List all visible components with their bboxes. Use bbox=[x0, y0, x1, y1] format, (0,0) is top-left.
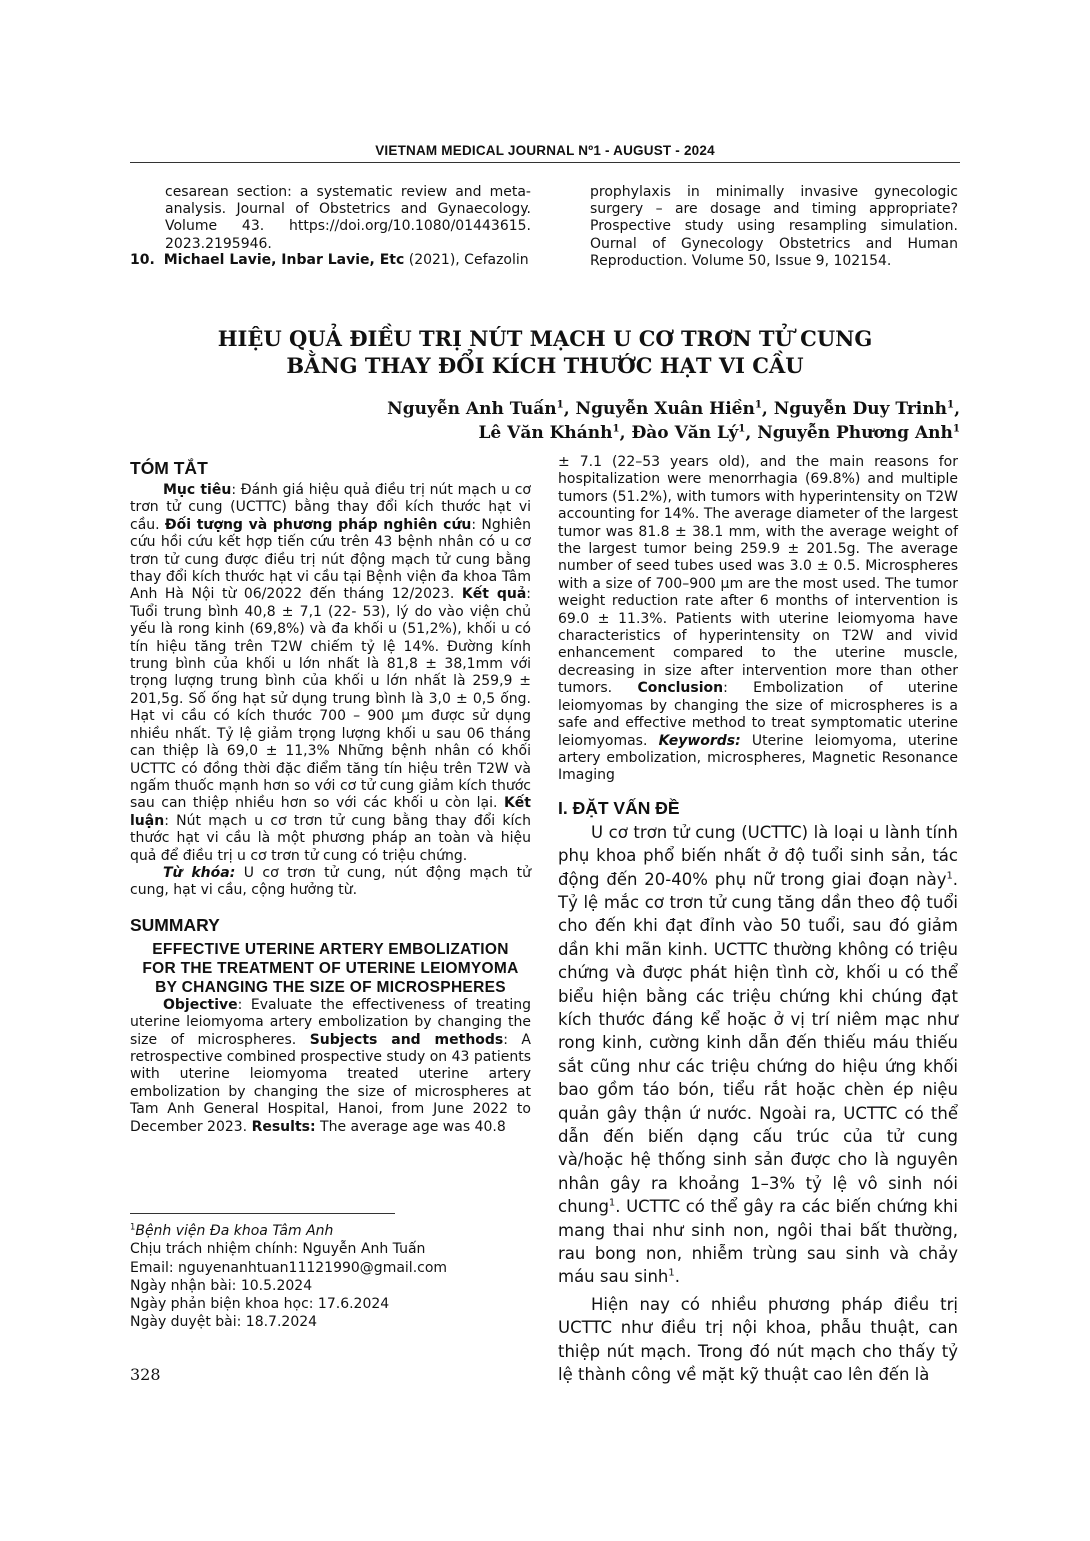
citation-mark: 1 bbox=[946, 870, 953, 882]
footnote-reviewed: Ngày phản biện khoa học: 17.6.2024 bbox=[130, 1296, 390, 1313]
section-1-heading: I. ĐẶT VẤN ĐỀ bbox=[558, 797, 680, 818]
author-name: Nguyễn Xuân Hiền bbox=[575, 399, 755, 419]
author-name: Lê Văn Khánh bbox=[478, 423, 613, 443]
title-line-2: BẰNG THAY ĐỔI KÍCH THƯỚC HẠT VI CẦU bbox=[286, 353, 804, 378]
reference-year-title: (2021), Cefazolin bbox=[404, 252, 529, 268]
summary-heading: SUMMARY bbox=[130, 914, 220, 935]
label-doituong: Đối tượng và phương pháp nghiên cứu bbox=[164, 516, 472, 533]
footnote-accepted: Ngày duyệt bài: 18.7.2024 bbox=[130, 1314, 318, 1331]
section-1-body bbox=[558, 821, 958, 1387]
summary-title: EFFECTIVE UTERINE ARTERY EMBOLIZATION FOR THE TREATMENT OF UTERINE LEIOMYOMA BY CHANGING THE SIZE OF MICROSPHERES bbox=[142, 940, 519, 996]
text-objective: : Evaluate the effectiveness of treating uterine leiomyoma artery embolization by changing the size of microspheres. bbox=[130, 996, 531, 1048]
s1-p1-c: . UCTTC có thể gây ra các biến chứng khi mang thai như sinh non, ngôi thai bất thường, rau bong non, nhiễm trùng sau sinh và chảy máu sau sinh bbox=[558, 1197, 958, 1287]
reference-9-tail: cesarean section: a systematic review and meta-analysis. Journal of Obstetrics and Gynaecology. Volume 43. https://doi.org/10.1080/01443615. 2023.2195946. bbox=[165, 184, 531, 252]
header-rule bbox=[130, 162, 960, 163]
abstract-en-continued bbox=[558, 454, 958, 785]
label-tukhoa: Từ khóa: bbox=[163, 864, 236, 881]
footnote-affiliation: Bệnh viện Đa khoa Tâm Anh bbox=[135, 1223, 334, 1239]
author-list bbox=[387, 397, 960, 445]
text-doituong: : Nghiên cứu hồi cứu kết hợp tiến cứu trên 43 bệnh nhân có u cơ trơn tử cung được điều trị nút động mạch tử cung bằng thay đổi kích thước hạt vi cầu tại Bệnh viện đa khoa Tâm Anh Hà Nội từ 06/2022 đến tháng 12/2023. bbox=[130, 516, 531, 603]
author-name: Đào Văn Lý bbox=[631, 423, 739, 443]
citation-mark: 1 bbox=[608, 1197, 616, 1209]
reference-continuation bbox=[165, 184, 531, 253]
right-column bbox=[558, 454, 958, 1386]
author-separator: , bbox=[745, 423, 758, 443]
author-separator: , bbox=[563, 399, 576, 419]
author-name: Nguyễn Phương Anh bbox=[757, 423, 953, 443]
page-number: 328 bbox=[130, 1365, 161, 1384]
text-ketqua: : Tuổi trung bình 40,8 ± 7,1 (22- 53), lý do vào viện chủ yếu là rong kinh (69,8%) và đa khối u (51,2%), khối u có tín hiệu tăng trên T2W chiếm tỷ lệ 14%. Đường kính trung bình của khối u lớn nhất là 81,8 ± 38,1mm với trọng lượng trung bình của khối u lớn nhất là 259,9 ± 201,5g. Số ống hạt sử dụng trung bình là 3,0 ± 0,5 ống. Hạt vi cầu có kích thước 700 – 900 µm được sử dụng nhiều nhất. Tỷ lệ giảm trọng lượng khối u sau 06 tháng can thiệp là 69,0 ± 11,3% Những bệnh nhân có khối UCTTC có đồng thời đặc điểm tăng tín hiệu trên T2W và ngấm thuốc mạnh hơn so với cơ tử cung giảm kích thước sau can thiệp nhiều hơn so với các khối u còn lại. bbox=[130, 586, 531, 812]
s1-p1-a: U cơ trơn tử cung (UCTTC) là loại u lành tính phụ khoa phổ biến nhất ở độ tuổi sinh sản, tác động đến 20-40% phụ nữ trong giai đoạn này bbox=[558, 822, 958, 889]
reference-10-text: prophylaxis in minimally invasive gynecologic surgery – are dosage and timing appropriate? Prospective study using resampling simulation. Ournal of Gynecology Obstetrics and Human Reproduction. Volume 50, Issue 9, 102154. bbox=[590, 184, 958, 269]
label-subjects: Subjects and methods bbox=[309, 1031, 504, 1048]
reference-10-continued bbox=[590, 184, 958, 270]
label-ketluan: Kết luận bbox=[130, 795, 531, 829]
author-line-1 bbox=[387, 397, 960, 421]
citation-mark: 1 bbox=[668, 1267, 675, 1279]
author-name: Nguyễn Duy Trinh bbox=[773, 399, 947, 419]
left-column bbox=[130, 458, 531, 1136]
journal-header: VIETNAM MEDICAL JOURNAL Nº1 - AUGUST - 2024 bbox=[375, 143, 715, 158]
s1-p1-b: . Tỷ lệ mắc cơ trơn tử cung tăng dần theo độ tuổi cho đến khi đạt đỉnh vào 50 tuổi, sau đó giảm dần khi mãn kinh. UCTTC thường không có triệu chứng và được phát hiện tình cờ, khối u có thể biểu hiện bằng các triệu chứng khi chúng đạt kích thước đáng kể hoặc ở vị trí niêm mạc như rong kinh, cường kinh dẫn đến thiếu máu thiếu sắt cũng như các triệu chứng do hiệu ứng khối bao gồm táo bón, tiểu rắt hoặc chèn ép niệu quản gây thận ứ nước. Ngoài ra, UCTTC có thể dẫn đến biến dạng cấu trúc của tử cung và/hoặc hệ thống sinh sản được cho là nguyên nhân gây ra khoảng 1–3% tỷ lệ vô sinh nói chung bbox=[558, 869, 958, 1217]
abstract-vi bbox=[130, 482, 531, 900]
affiliation-mark: 1 bbox=[612, 422, 620, 435]
text-keywords: Uterine leiomyoma, uterine artery embolization, microspheres, Magnetic Resonance Imaging bbox=[558, 732, 959, 784]
footnote-responsible: Chịu trách nhiệm chính: Nguyễn Anh Tuấn bbox=[130, 1241, 426, 1258]
label-results: Results: bbox=[251, 1118, 316, 1135]
author-line-2 bbox=[387, 421, 960, 445]
author-separator: , bbox=[619, 423, 632, 443]
author-separator: , bbox=[761, 399, 774, 419]
text-muctieu: : Đánh giá hiệu quả điều trị nút mạch u cơ trơn tử cung (UCTTC) bằng thay đổi kích thước hạt vi cầu. bbox=[130, 482, 531, 533]
text-results: The average age was 40.8 bbox=[315, 1118, 506, 1135]
abstract-en bbox=[130, 997, 531, 1136]
affiliation-mark: 1 bbox=[946, 398, 955, 411]
footnote-email: Email: nguyenanhtuan11121990@gmail.com bbox=[130, 1259, 448, 1276]
label-ketqua: Kết quả bbox=[461, 586, 527, 603]
tomtat-heading: TÓM TẮT bbox=[130, 458, 208, 478]
text-subjects: : A retrospective combined prospective study on 43 patients with uterine leiomyoma treated uterine artery embolization by changing the size of microspheres at Tam Anh General Hospital, Hanoi, from June 2022 to December 2023. bbox=[130, 1031, 532, 1135]
label-conclusion: Conclusion bbox=[637, 680, 724, 697]
label-keywords: Keywords: bbox=[658, 732, 741, 749]
reference-authors: Michael Lavie, Inbar Lavie, Etc bbox=[163, 252, 405, 268]
footnote-mark: 1 bbox=[130, 1221, 136, 1232]
footnote bbox=[130, 1222, 447, 1332]
title-line-1: HIỆU QUẢ ĐIỀU TRỊ NÚT MẠCH U CƠ TRƠN TỬ CUNG bbox=[217, 326, 873, 351]
text-conclusion: : Embolization of uterine leiomyomas by changing the size of microspheres is a safe and effective method to treat symptomatic uterine leiomyomas. bbox=[558, 680, 958, 749]
s1-p2: Hiện nay có nhiều phương pháp điều trị UCTTC như điều trị nội khoa, phẫu thuật, can thiệp nút mạch. Trong đó nút mạch cho thấy tỷ lệ thành công về mặt kỹ thuật cao lên đến là bbox=[558, 1294, 958, 1385]
affiliation-mark: 1 bbox=[556, 398, 564, 411]
affiliation-mark: 1 bbox=[754, 398, 762, 411]
author-name: Nguyễn Anh Tuấn bbox=[387, 399, 557, 419]
author-separator: , bbox=[954, 399, 960, 419]
footnote-received: Ngày nhận bài: 10.5.2024 bbox=[130, 1277, 313, 1294]
label-muctieu: Mục tiêu bbox=[163, 482, 232, 498]
footnote-rule bbox=[130, 1213, 395, 1214]
label-objective: Objective bbox=[163, 996, 238, 1013]
text-ketluan: : Nút mạch u cơ trơn tử cung bằng thay đổi kích thước hạt vi cầu là một phương pháp an toàn và hiệu quả để điều trị u cơ trơn tử cung có triệu chứng. bbox=[130, 812, 531, 864]
s1-p1-d: . bbox=[674, 1267, 680, 1287]
reference-number: 10. bbox=[130, 252, 155, 268]
article-title bbox=[130, 325, 960, 379]
text-tukhoa: U cơ trơn tử cung, nút động mạch tử cung, hạt vi cầu, cộng hưởng từ. bbox=[130, 864, 532, 899]
affiliation-mark: 1 bbox=[952, 422, 960, 435]
affiliation-mark: 1 bbox=[738, 422, 746, 435]
text-results-continued: ± 7.1 (22–53 years old), and the main reasons for hospitalization were menorrhagia (69.8%) and multiple tumors (51.2%), with tumors with hyperintensity on T2W accounting for 14%. The average diameter of the largest tumor was 81.8 ± 38.1 mm, with the average weight of the largest tumor being 259.9 ± 201.5g. The average number of seed tubes used was 3.0 ± 0.5. Microspheres with a size of 700–900 µm are the most used. The tumor weight reduction rate after 6 months of intervention is 69.0 ± 11.3%. Patients with uterine leiomyoma have characteristics of hyperintensity on T2W and vivid enhancement compared to the uterine muscle, decreasing in size after intervention more than other tumors. bbox=[558, 454, 958, 697]
reference-10 bbox=[130, 252, 531, 269]
